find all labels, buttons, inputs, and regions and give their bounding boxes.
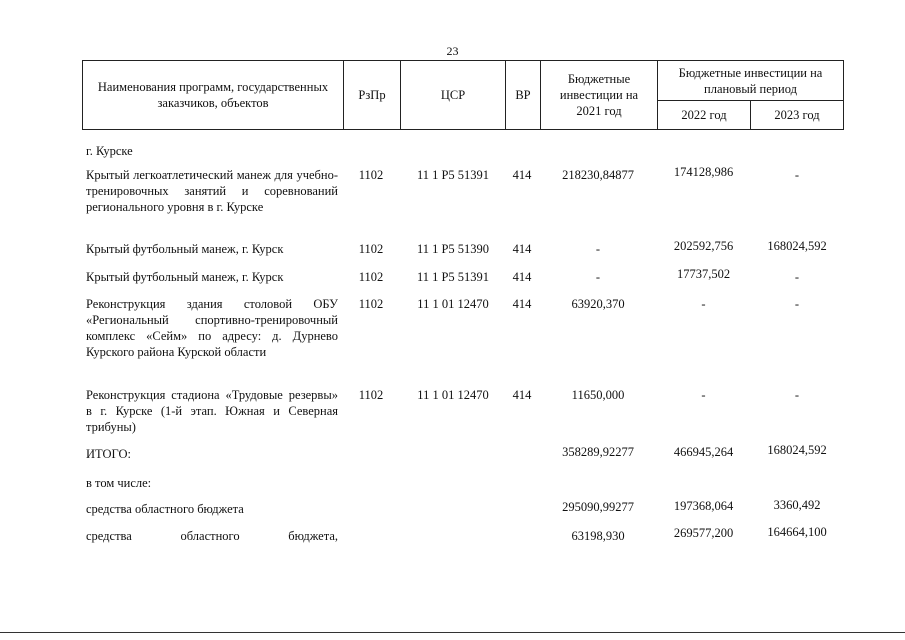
row-budget-2021: 63198,930 bbox=[571, 529, 625, 543]
row-csr: 11 1 P5 51390 bbox=[416, 242, 490, 256]
row-budget-2021: 63920,370 bbox=[571, 297, 625, 311]
row-budget-2023: - bbox=[794, 270, 800, 284]
row-budget-2022: 269577,200 bbox=[673, 526, 734, 540]
scan-edge-line bbox=[0, 632, 905, 633]
row-name: Крытый легкоатлетический манеж для учебно-тренировочных занятий и соревнований регионального уровня в г. Курске bbox=[86, 168, 338, 214]
row-budget-2022: 202592,756 bbox=[673, 239, 734, 253]
row-vr: 414 bbox=[512, 270, 532, 284]
row-vr: 414 bbox=[512, 242, 532, 256]
row-budget-2023: - bbox=[794, 168, 800, 182]
row-rzpr: 1102 bbox=[358, 388, 384, 402]
row-csr: 11 1 P5 51391 bbox=[416, 270, 490, 284]
row-rzpr: 1102 bbox=[358, 270, 384, 284]
row-budget-2022: 197368,064 bbox=[673, 499, 734, 513]
row-budget-2022: 174128,986 bbox=[673, 165, 734, 179]
page-number: 23 bbox=[446, 44, 459, 58]
row-name: средства областного бюджета bbox=[86, 502, 244, 516]
row-name: в том числе: bbox=[86, 476, 152, 490]
row-budget-2023: - bbox=[794, 388, 800, 402]
row-budget-2021: 218230,84877 bbox=[562, 168, 634, 182]
header-csr: ЦСР bbox=[400, 60, 506, 130]
row-name: Крытый футбольный манеж, г. Курск bbox=[86, 242, 284, 256]
row-csr: 11 1 01 12470 bbox=[417, 388, 489, 402]
row-budget-2022: - bbox=[701, 297, 706, 311]
header-planned-period: Бюджетные инвестиции на плановый период bbox=[657, 60, 844, 101]
row-name: г. Курске bbox=[86, 144, 133, 158]
row-rzpr: 1102 bbox=[358, 297, 384, 311]
row-name: Реконструкция здания столовой ОБУ «Региональный спортивно-тренировочный комплекс «Сейм» по адресу: д. Дурнево Курского района Курской области bbox=[86, 297, 338, 359]
row-budget-2022: 17737,502 bbox=[676, 267, 731, 281]
row-vr: 414 bbox=[512, 168, 532, 182]
header-2022: 2022 год bbox=[657, 100, 751, 130]
row-name: средства областного бюджета, bbox=[86, 529, 338, 543]
row-name: Крытый футбольный манеж, г. Курск bbox=[86, 270, 284, 284]
header-name: Наименования программ, государственных заказчиков, объектов bbox=[82, 60, 344, 130]
row-budget-2023: 168024,592 bbox=[767, 239, 827, 253]
row-budget-2021: - bbox=[595, 242, 601, 256]
row-name: Реконструкция стадиона «Трудовые резервы» в г. Курске (1-й этап. Южная и Северная трибуны) bbox=[86, 388, 338, 434]
row-rzpr: 1102 bbox=[358, 242, 384, 256]
row-vr: 414 bbox=[512, 388, 532, 402]
row-budget-2023: 3360,492 bbox=[773, 498, 821, 512]
header-rzpr: РзПр bbox=[343, 60, 401, 130]
row-rzpr: 1102 bbox=[358, 168, 384, 182]
row-csr: 11 1 01 12470 bbox=[417, 297, 489, 311]
row-budget-2022: - bbox=[701, 388, 706, 402]
row-budget-2023: - bbox=[794, 297, 800, 311]
row-budget-2021: 11650,000 bbox=[571, 388, 625, 402]
header-budget-2021: Бюджетные инвестиции на 2021 год bbox=[540, 60, 658, 130]
table-header bbox=[82, 60, 844, 130]
row-budget-2021: 295090,99277 bbox=[562, 500, 634, 514]
row-vr: 414 bbox=[512, 297, 532, 311]
row-budget-2021: - bbox=[595, 270, 601, 284]
row-csr: 11 1 P5 51391 bbox=[416, 168, 490, 182]
row-budget-2023: 168024,592 bbox=[767, 443, 827, 457]
header-2023: 2023 год bbox=[750, 100, 844, 130]
header-vr: ВР bbox=[505, 60, 541, 130]
row-budget-2021: 358289,92277 bbox=[562, 445, 634, 459]
row-budget-2022: 466945,264 bbox=[673, 445, 734, 459]
row-budget-2023: 164664,100 bbox=[767, 525, 827, 539]
row-name: ИТОГО: bbox=[86, 447, 131, 461]
